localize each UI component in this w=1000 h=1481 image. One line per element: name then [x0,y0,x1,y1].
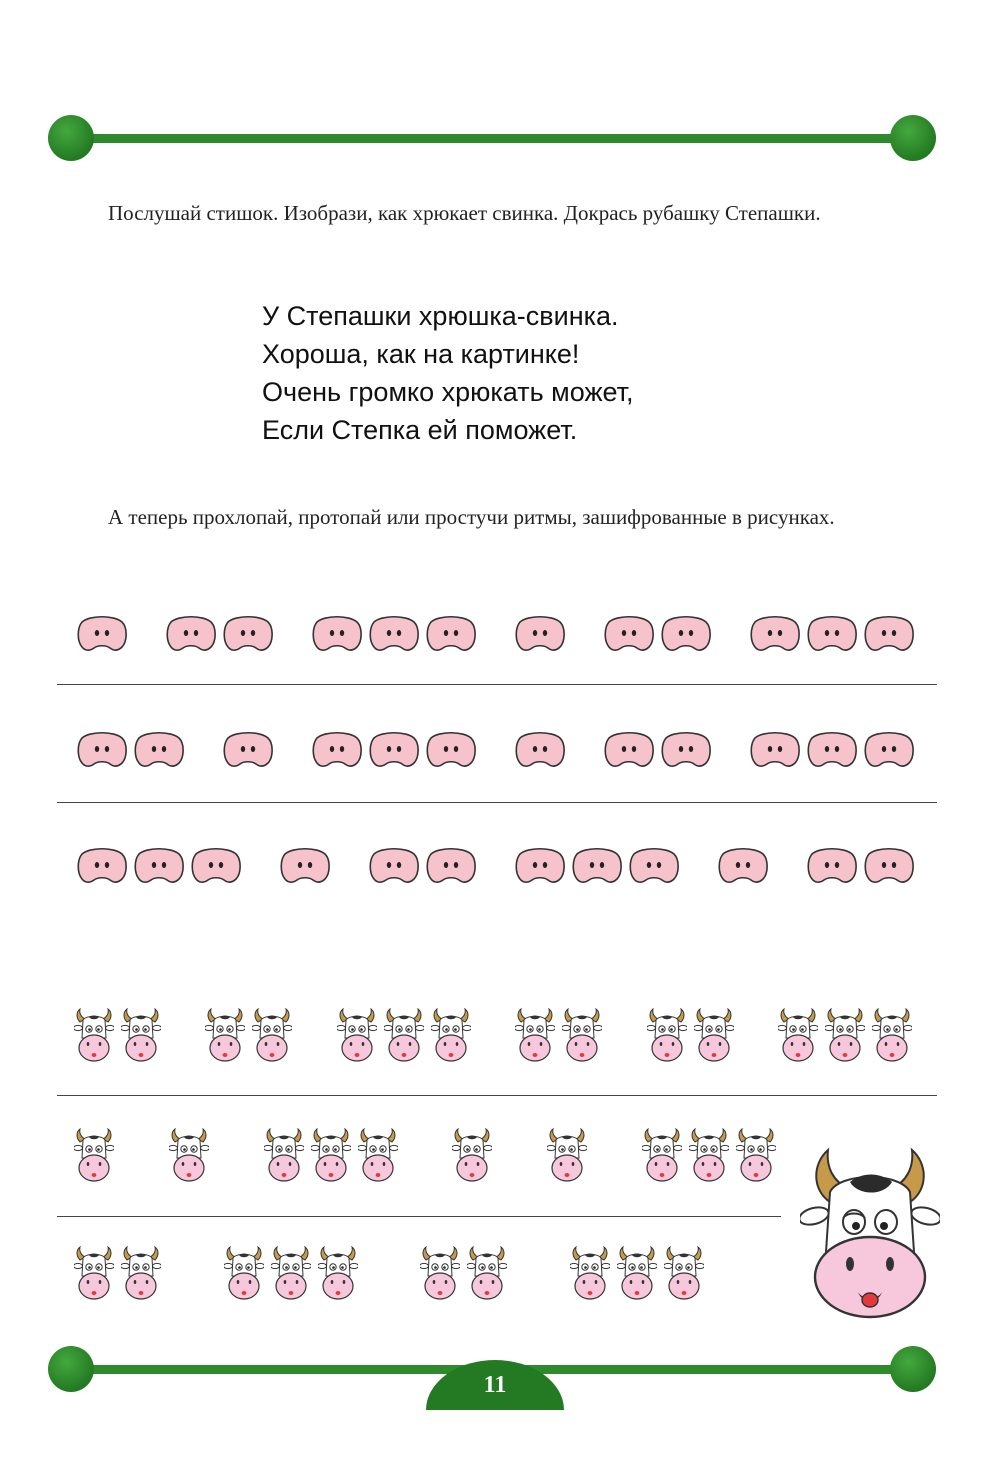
cow-head-icon [74,1008,114,1064]
cow-head-icon [121,1008,161,1064]
pig-snout-icon [279,846,331,886]
pig-snout-icon [571,846,623,886]
pig-snout-icon [368,614,420,654]
cow-head-icon [617,1246,657,1302]
cow-head-icon [642,1128,682,1184]
pig-snout-icon [806,730,858,770]
cow-head-icon [121,1246,161,1302]
pig-snout-icon [660,730,712,770]
pig-snout-icon [222,730,274,770]
pig-snout-icon [425,614,477,654]
pig-snout-icon [368,846,420,886]
poem [262,297,634,449]
instruction-intro: Послушай стишок. Изобрази, как хрюкает свинка. Докрась рубашку Степашки. [108,201,821,225]
pig-snout-icon [863,614,915,654]
cow-head-icon [205,1008,245,1064]
cow-head-icon [384,1008,424,1064]
row-divider [57,684,937,685]
cow-head-icon [318,1246,358,1302]
pig-snout-icon [603,730,655,770]
cow-head-icon [647,1008,687,1064]
poem-line: Хороша, как на картинке! [262,339,580,369]
page-number: 11 [426,1360,564,1410]
cow-head-icon [467,1246,507,1302]
cow-head-icon [778,1008,818,1064]
pig-snout-icon [76,846,128,886]
instruction-rhythm: А теперь прохлопай, протопай или простучи ритмы, зашифрованные в рисунках. [108,505,835,529]
cow-head-icon [337,1008,377,1064]
poem-line: Очень громко хрюкать может, [262,377,634,407]
pig-snout-icon [749,730,801,770]
cow-head-icon [74,1246,114,1302]
cow-head-icon [515,1008,555,1064]
cow-head-icon [431,1008,471,1064]
cow-head-icon [694,1008,734,1064]
pig-snout-icon [863,730,915,770]
pig-snout-icon [514,730,566,770]
cow-head-icon [74,1128,114,1184]
pig-snout-icon [806,614,858,654]
pig-snout-icon [190,846,242,886]
green-dot-left [48,1346,94,1392]
pig-snout-icon [514,614,566,654]
green-dot-right [890,115,936,161]
pig-snout-icon [425,846,477,886]
row-divider [57,1216,781,1217]
green-dot-left [48,115,94,161]
pig-snout-icon [311,614,363,654]
pig-snout-icon [514,846,566,886]
cow-head-icon [169,1128,209,1184]
poem-line: Если Степка ей поможет. [262,415,578,445]
pig-snout-icon [222,614,274,654]
cow-head-icon [271,1246,311,1302]
cow-head-icon [358,1128,398,1184]
pig-snout-icon [311,730,363,770]
cow-head-icon [420,1246,460,1302]
pig-snout-icon [628,846,680,886]
cow-head-icon [224,1246,264,1302]
cow-illustration-icon [800,1142,940,1322]
row-divider [57,802,937,803]
cow-head-icon [570,1246,610,1302]
cow-head-icon [872,1008,912,1064]
cow-head-icon [825,1008,865,1064]
cow-head-icon [736,1128,776,1184]
pig-snout-icon [368,730,420,770]
pig-snout-icon [749,614,801,654]
cow-head-icon [689,1128,729,1184]
row-divider [57,1095,937,1096]
poem-line: У Степашки хрюшка-свинка. [262,301,619,331]
cow-head-icon [252,1008,292,1064]
cow-head-icon [547,1128,587,1184]
pig-snout-icon [76,614,128,654]
pig-snout-icon [425,730,477,770]
cow-head-icon [562,1008,602,1064]
pig-snout-icon [660,614,712,654]
pig-snout-icon [863,846,915,886]
pig-snout-icon [717,846,769,886]
green-bar [68,134,916,143]
cow-head-icon [452,1128,492,1184]
pig-snout-icon [165,614,217,654]
pig-snout-icon [603,614,655,654]
pig-snout-icon [133,846,185,886]
top-decorative-line [48,115,936,161]
cow-head-icon [311,1128,351,1184]
pig-snout-icon [133,730,185,770]
pig-snout-icon [806,846,858,886]
green-dot-right [890,1346,936,1392]
cow-head-icon [664,1246,704,1302]
cow-head-icon [264,1128,304,1184]
pig-snout-icon [76,730,128,770]
